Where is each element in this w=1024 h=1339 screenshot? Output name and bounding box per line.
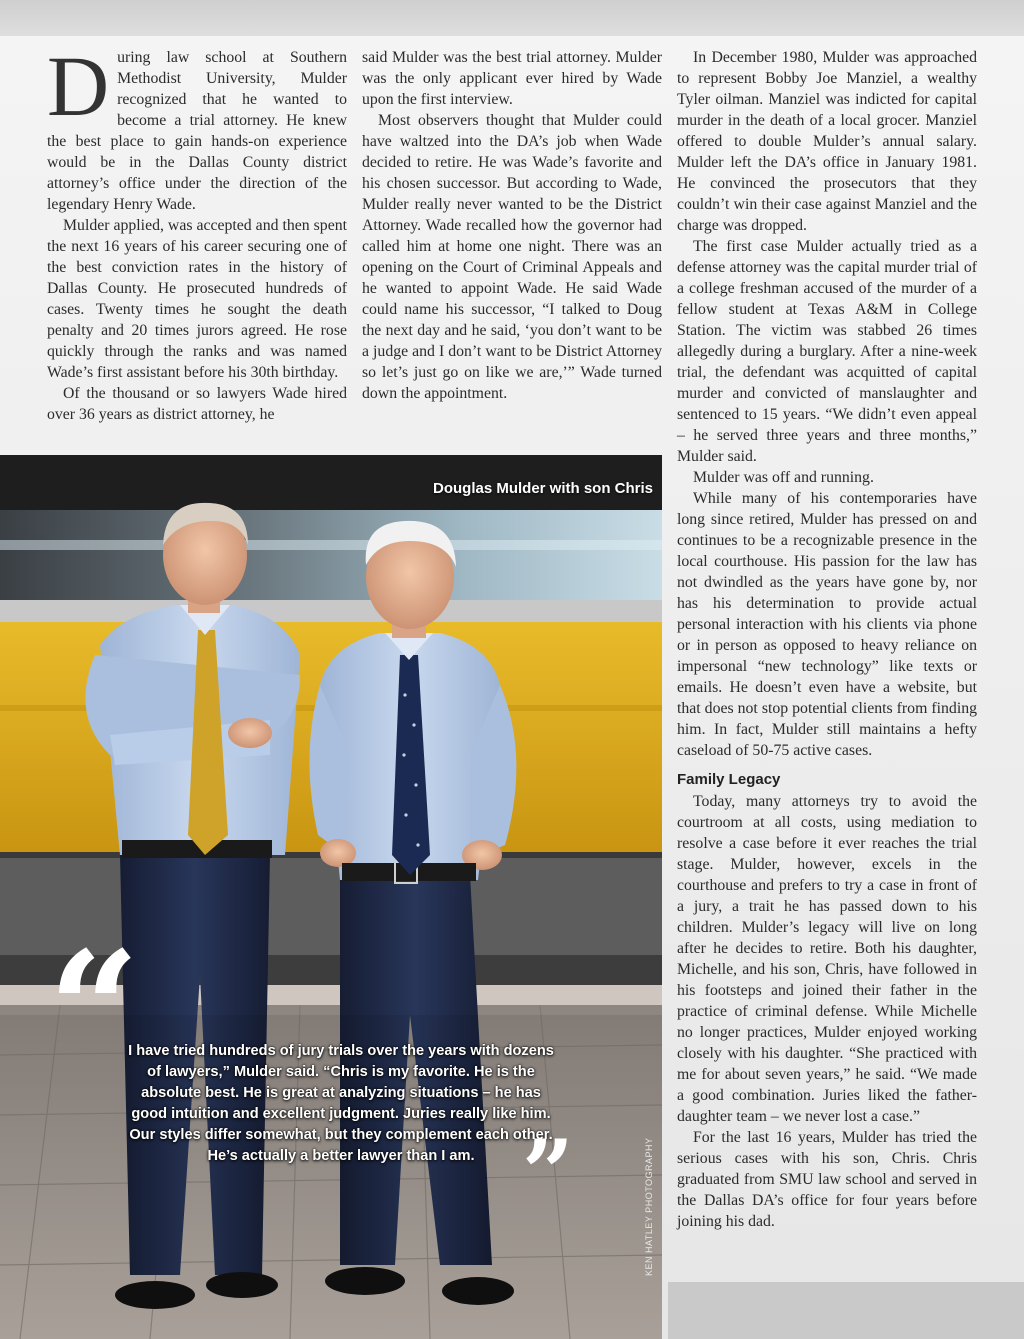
paragraph-text: uring law school at Southern Methodist University, Mulder recognized that he wanted to become a trial attorney. He knew the best place to gain hands-on experience would be in the Dallas County district attorney’s office under the direction of the legendary Henry Wade. [47,49,347,213]
pull-quote: I have tried hundreds of jury trials over the years with dozens of lawyers,” Mulder said. “Chris is my favorite. He is the absolute best. He is great at analyzing situations – he has good intuition and excellent judgment. Juries really like him. Our styles differ somewhat, but they complement each other. He’s actually a better lawyer than I am. [128,1043,554,1164]
section-subhead: Family Legacy [677,771,781,788]
article-column-3 [677,47,977,1232]
article-paragraph: For the last 16 years, Mulder has tried the serious cases with his son, Chris. Chris graduated from SMU law school and served in the Dallas DA’s office for four years before joining his dad. [677,1129,977,1230]
drop-cap: D [47,38,110,134]
article-paragraph: The first case Mulder actually tried as a defense attorney was the capital murder trial of a college freshman accused of the murder of a fellow student at Texas A&M in College Station. The victim was stabbed 26 times allegedly during a burglary. After a nine-week trial, the defendant was acquitted of capital murder and convicted of manslaughter and sentenced to 15 years. “We didn’t even appeal – he served three years and three months,” Mulder said. [677,238,977,465]
article-paragraph: Today, many attorneys try to avoid the courtroom at all costs, using mediation to resolve a case before it ever reaches the trial stage. Mulder, however, excels in the courthouse and prefers to try a case in front of a jury, a trait he has passed down to his children. Mulder’s legacy will live on long after he decides to retire. Both his daughter, Michelle, and his son, Chris, have followed in his footsteps and joined their father in the practice of criminal defense. While Michelle no longer practices, Mulder enjoyed working closely with his daughter. “She practiced with me for about seven years,” he said. “We made a good combination. Juries liked the father-daughter team – we never lost a case.” [677,793,977,1125]
open-quote-mark: “ [48,916,141,1104]
article-column-1 [47,38,347,425]
article-paragraph: While many of his contemporaries have long since retired, Mulder has pressed on and continues to be a recognizable presence in the local courthouse. His passion for the law has not dwindled as the years have gone by, nor has his determination to provide actual personal interaction with his clients via phone or in person as opposed to heavy reliance on impersonal “new technology” like texts or emails. He doesn’t even have a website, but that does not stop potential clients from finding him. In fact, Mulder still maintains a hefty caseload of 50-75 active cases. [677,490,977,759]
close-quote-mark: ” [522,1120,574,1226]
article-paragraph: Of the thousand or so lawyers Wade hired over 36 years as district attorney, he [47,385,347,423]
article-paragraph [47,38,347,215]
article-paragraph: Most observers thought that Mulder could have waltzed into the DA’s job when Wade decided to retire. He was Wade’s favorite and his chosen successor. But according to Wade, Mulder really never wanted to be the District Attorney. Wade recalled how the governor had called him at home one night. There was an opening on the Court of Criminal Appeals and he wanted to appoint Wade. He said Wade could name his successor, “I talked to Doug the next day and he said, ‘you don’t want to be a judge and I don’t want to be District Attorney so let’s just go on like we are,’” Wade turned down the appointment. [362,112,662,402]
article-paragraph: Mulder applied, was accepted and then spent the next 16 years of his career securing one of the best conviction rates in the history of Dallas County. He prosecuted hundreds of cases. Twenty times he sought the death penalty and 20 times jurors agreed. He rose quickly through the ranks and was named Wade’s first assistant before his 30th birthday. [47,217,347,381]
bottom-band [668,1282,1024,1339]
article-paragraph: Mulder was off and running. [693,469,874,486]
article-paragraph: said Mulder was the best trial attorney. Mulder was the only applicant ever hired by Wade upon the first interview. [362,49,662,108]
top-band [0,0,1024,36]
article-paragraph: In December 1980, Mulder was approached to represent Bobby Joe Manziel, a wealthy Tyler oilman. Manziel was indicted for capital murder in the death of a local grocer. Manziel offered to double Mulder’s annual salary. Mulder left the DA’s office in January 1981. He convinced the prosecutors that they couldn’t win their case against Manziel and the charge was dropped. [677,49,977,234]
photo-caption: Douglas Mulder with son Chris [433,480,654,497]
photo-credit: KEN HATLEY PHOTOGRAPHY [644,1137,654,1276]
article-column-2 [362,47,662,404]
